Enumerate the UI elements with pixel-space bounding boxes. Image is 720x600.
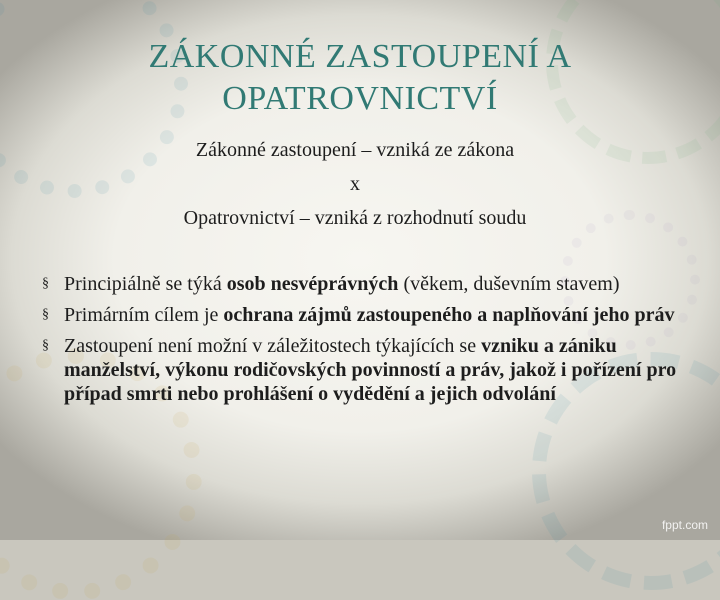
bullet-item <box>42 334 692 406</box>
bullet-text: (věkem, duševním stavem) <box>398 273 620 295</box>
bullet-item <box>42 303 692 327</box>
slide-title-line-2: OPATROVNICTVÍ <box>222 80 498 117</box>
slide-title-line-1: ZÁKONNÉ ZASTOUPENÍ A <box>148 38 572 75</box>
slide-title <box>0 36 720 120</box>
watermark-text: fppt.com <box>661 518 708 532</box>
bullet-text-bold: osob nesvéprávných <box>226 273 399 295</box>
bullet-text-bold: ochrana zájmů zastoupeného a naplňování jeho práv <box>223 304 675 326</box>
section-sign-icon: § <box>42 276 49 291</box>
section-sign-icon: § <box>42 307 49 322</box>
bullet-item <box>42 272 692 296</box>
bullet-text-bold: vzniku a zániku manželství, výkonu rodičovských povinností a práv, jakož i pořízení pro případ smrti nebo prohlášení o vydědění a jejich odvolání <box>64 335 677 405</box>
intro-block <box>0 133 710 235</box>
bullet-text: Zastoupení není možní v záležitostech týkajících se <box>64 335 482 357</box>
intro-line-versus: x <box>350 173 360 195</box>
intro-line-legal-representation: Zákonné zastoupení – vzniká ze zákona <box>195 139 515 161</box>
intro-line-guardianship: Opatrovnictví – vzniká z rozhodnutí soudu <box>183 207 527 229</box>
bullet-list <box>42 272 692 413</box>
section-sign-icon: § <box>42 338 49 353</box>
bullet-text: Primárním cílem je <box>64 304 224 326</box>
bullet-text: Principiálně se týká <box>64 273 227 295</box>
